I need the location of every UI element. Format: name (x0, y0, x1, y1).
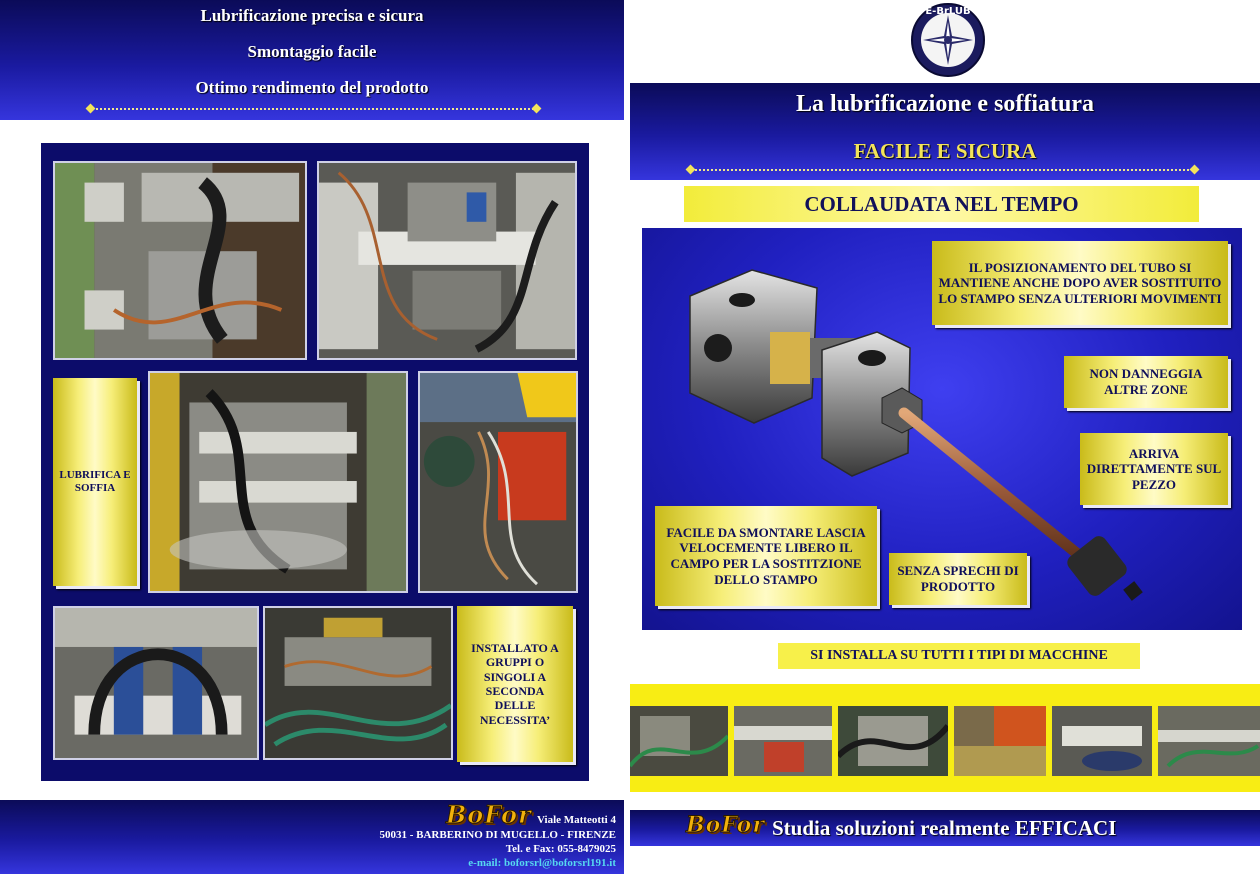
left-header-line1: Lubrificazione precisa e sicura (200, 6, 424, 25)
left-footer (0, 800, 624, 874)
banner-collaudata (684, 186, 1199, 222)
callout-posizionamento-text: IL POSIZIONAMENTO DEL TUBO SI MANTIENE ANCHE DOPO AVER SOSTITUITO LO STAMPO SENZA ULTERIORI MOVIMENTI (938, 259, 1222, 306)
strip-photo-4 (954, 706, 1046, 776)
label-installato-text: INSTALLATO A GRUPPI O SINGOLI A SECONDA DELLE NECESSITA’ (471, 640, 559, 727)
photo-strip (630, 684, 1260, 792)
callout-senza-text: SENZA SPRECHI DI PRODOTTO (897, 563, 1019, 594)
left-divider-diamond-right (532, 104, 542, 114)
callout-senza (889, 553, 1027, 605)
product-panel (642, 228, 1242, 630)
strip-photo-1 (630, 706, 728, 776)
phone-line: Tel. e Fax: 055-8479025 (505, 843, 616, 855)
callout-arriva-text: ARRIVA DIRETTAMENTE SUL PEZZO (1086, 445, 1222, 492)
callout-facile (655, 506, 877, 606)
label-installato (457, 606, 573, 762)
address-line1: Viale Matteotti 4 (536, 814, 616, 826)
strip-photo-6 (1158, 706, 1260, 776)
machine-photo-1 (53, 161, 307, 360)
callout-non-danneggia (1064, 356, 1228, 408)
left-divider-diamond-left (86, 104, 96, 114)
label-lubrifica-text: LUBRIFICA E SOFFIA (59, 468, 131, 494)
machine-photo-3 (148, 371, 408, 593)
right-title: La lubrificazione e soffiatura (796, 91, 1094, 117)
right-header (630, 83, 1260, 180)
banner-text: COLLAUDATA NEL TEMPO (804, 191, 1079, 216)
callout-arriva (1080, 433, 1228, 505)
strip-photo-3 (838, 706, 948, 776)
strip-photo-2 (734, 706, 832, 776)
slogan: Studia soluzioni realmente EFFICACI (772, 816, 1117, 840)
machine-photo-2 (317, 161, 577, 360)
label-lubrifica-soffia (53, 378, 137, 586)
right-divider-diamond-left (686, 165, 696, 175)
right-divider-diamond-right (1190, 165, 1200, 175)
emblem-logo (910, 2, 986, 78)
bofor-logo-left: BoFor (446, 800, 532, 829)
machine-photo-6 (263, 606, 453, 760)
machine-photo-5 (53, 606, 259, 760)
right-footer (630, 810, 1260, 846)
left-header-line2: Smontaggio facile (247, 42, 377, 61)
emblem-text: E-BrLUB (925, 6, 971, 17)
right-header-divider (692, 169, 1196, 171)
install-note-text: SI INSTALLA SU TUTTI I TIPI DI MACCHINE (810, 648, 1108, 663)
left-photo-board (41, 143, 589, 781)
address-line2: 50031 - BARBERINO DI MUGELLO - FIRENZE (379, 829, 616, 841)
install-note (778, 643, 1140, 669)
left-header-line3: Ottimo rendimento del prodotto (195, 78, 429, 97)
callout-posizionamento (932, 241, 1228, 325)
bofor-logo-right: BoFor (686, 812, 765, 838)
left-header (0, 0, 624, 120)
left-header-divider (92, 108, 538, 110)
machine-photo-4 (418, 371, 578, 593)
callout-facile-text: FACILE DA SMONTARE LASCIA VELOCEMENTE LIBERO IL CAMPO PER LA SOSTITZIONE DELLO STAMPO (666, 524, 866, 587)
right-subtitle: FACILE E SICURA (853, 139, 1037, 163)
strip-photo-5 (1052, 706, 1152, 776)
email-link[interactable]: e-mail: boforsrl@boforsrl191.it (468, 857, 616, 869)
callout-non-danneggia-text: NON DANNEGGIA ALTRE ZONE (1089, 366, 1203, 397)
